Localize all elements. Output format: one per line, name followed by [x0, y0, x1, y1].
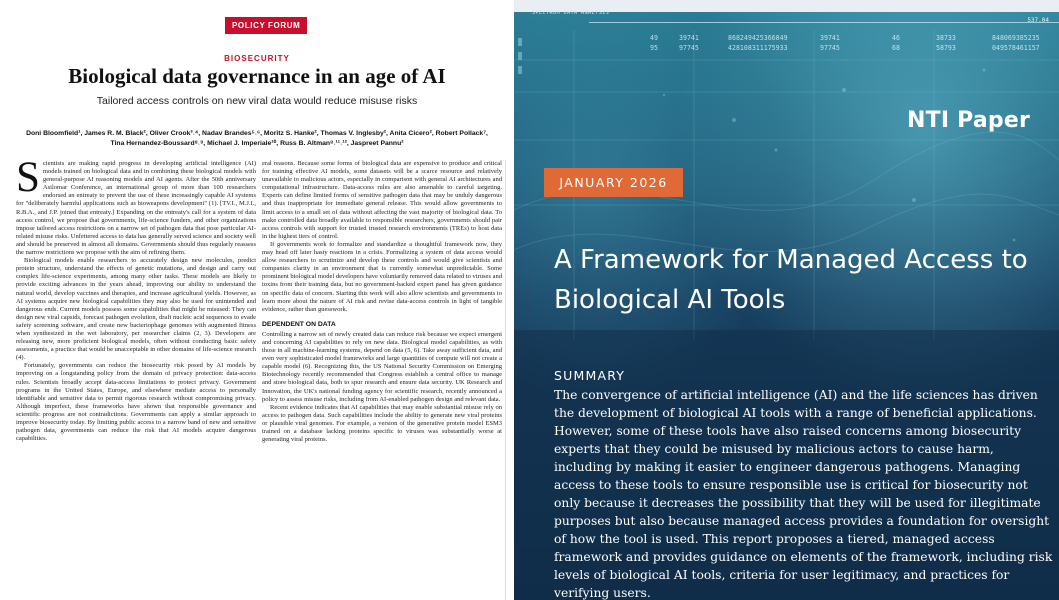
report-title: A Framework for Managed Access to Biological AI Tools	[554, 245, 1028, 315]
data-cell: 848069385235	[992, 34, 1040, 42]
readout-line	[589, 22, 1059, 23]
data-cell: 97745	[820, 44, 840, 52]
data-row	[650, 34, 1059, 44]
data-cell: 49	[650, 34, 658, 42]
section-heading: DEPENDENT ON DATA	[262, 320, 336, 328]
policy-forum-tag: POLICY FORUM	[225, 17, 307, 34]
body-paragraph: Fortunately, governments can reduce the biosecurity risk posed by AI models by improving on a longstanding policy from the domain of privacy protection: data-access rules. Scientists broadly accept data-access limitations to protect privacy. Government programs in the United States, Europe, and elsewhere mediate access to personally identifiable and sensitive data to permit rigorous research without compromising privacy. Although imperfect, these frameworks have shown that responsible governance and scientific progress are not contradictions. Governments can apply a similar approach to improve biosecurity today. By limiting public access to a narrow band of new and sensitive pathogen data, governments can reduce the risk that AI models acquire dangerous capabilities.	[16, 362, 256, 443]
data-cell: 39741	[820, 34, 840, 42]
article-page	[0, 0, 514, 600]
body-paragraph: If governments work to formalize and standardize a thoughtful framework now, they may head off later hasty reactions in a crisis. Formalizing a system of data access would allow researchers to scrutinize and develop these controls and would give scientists and companies clarity in an environment that is currently somewhat unpredictable. Some prominent biological model developers have voluntarily removed data related to viruses and toxins from their training data, but no government-backed expert panel has given guidance on specific data of concern. Starting this work will also allow scientists and governments to learn more about the nature of AI risk and revise data-access controls in light of tangible evidence, rather than guesswork.	[262, 240, 502, 313]
article-title: Biological data governance in an age of AI	[68, 64, 446, 88]
data-cell: 868249425366849	[728, 34, 788, 42]
spectrum-header-label: SPECTRUM DATA ANALYSIS	[532, 10, 610, 16]
author-line-2: Tina Hernandez-Boussard⁸˒⁹, Michael J. Imperiale¹⁰, Russ B. Altman⁸˒¹¹˒¹², Jaspreet Pannu²	[110, 140, 404, 147]
summary-text: The convergence of artificial intelligence (AI) and the life sciences has driven the development of biological AI tools with a range of beneficial applications. However, some of these tools have also raised concerns among biosecurity experts that they could be misused by malicious actors to cause harm, including by making it easier to engineer dangerous pathogens. Managing access to these tools to ensure responsible use is critical for biosecurity not only because it decreases the possibility that they will be used for illegitimate purposes but also because managed access provides a foundation for oversight of how the tool is used. This report proposes a tiered, managed access framework and provides guidance on elements of the framework, including risk levels of biological AI tools, criteria for user legitimacy, and practices for verifying users.	[554, 388, 1053, 600]
summary-heading: SUMMARY	[554, 368, 626, 383]
data-cell: 97745	[679, 44, 699, 52]
data-row	[650, 44, 1059, 54]
author-line-1: Doni Bloomfield¹, James R. M. Black², Oliver Crook³˒⁴, Nadav Brandes⁵˒⁶, Moritz S. Hanke², Thomas V. Inglesby², Anita Cicero², Robert Pollack⁷,	[26, 130, 488, 137]
page-edge-shadow	[505, 160, 506, 600]
body-paragraph: cientists are making rapid progress in developing artificial intelligence (AI) models trained on biological data and in combining these biological models with general-purpose AI reasoning models and AI agents. After the 50th anniversary Asilomar Conference, an international group of more than 100 researchers endorsed an entreaty to prevent the use of these increasingly capable AI systems for "deliberately harmful applications such as bioweapons development" (1). [TV.I., M.J.I., R.B.A., and J.P. joined that entreaty.] Expanding on the entreaty's call for a system of data access control, we propose that governments, life-science funders, and other organizations impose tailored access restrictions on a narrow set of pathogen data that pose particular AI-related misuse risks. Unfettered access to data has generally served science and society well and should be preserved in almost all domains. Governments should thus regularly reassess the narrow restrictions we propose with the aim of refining them.	[16, 160, 256, 257]
body-paragraph: eral reasons. Because some forms of biological data are expensive to produce and critical for training effective AI models, some datasets will be a scarce resource and relatively unavailable to malicious actors, especially in comparison with general AI architectures and computational infrastructure. Data-access rules are also amenable to careful targeting. Experts can define limited forms of sensitive pathogen data that may be unduly dangerous and thus inappropriate for immediate general release. This would allow governments to limit access to a small set of data without affecting the vast majority of biological data. To make controlled data broadly available to responsible researchers, governments should pair access controls with support for trusted trusted research environments (TREs) to host data in the highest tiers of control.	[262, 160, 502, 240]
author-list	[20, 129, 494, 149]
data-cell: 39741	[679, 34, 699, 42]
nti-paper-brand: NTI Paper	[907, 108, 1030, 133]
section-label: BIOSECURITY	[224, 54, 290, 63]
body-column-2	[262, 160, 502, 600]
spectrum-data-table	[650, 34, 1059, 54]
body-paragraph: Recent evidence indicates that AI capabilities that may enable substantial misuse rely on access to pathogen data. Such capabilities include the ability to generate new viral proteins or plausible viral genomes. For example, a version of the generative protein model ESM3 trained on a database lacking proteins specific to viruses was substantially worse at generating viral proteins.	[262, 403, 502, 444]
data-cell: 38733	[936, 34, 956, 42]
body-column-1	[16, 160, 256, 600]
data-cell: 428108311175933	[728, 44, 788, 52]
readout-value: 537.04	[1027, 17, 1049, 24]
date-badge: JANUARY 2026	[544, 168, 683, 197]
data-cell: 049578461157	[992, 44, 1040, 52]
data-cell: 95	[650, 44, 658, 52]
drop-cap: S	[16, 160, 40, 201]
body-paragraph: Controlling a narrow set of newly created data can reduce risk because we expect emergent and concerning AI capabilities to rely on new data. Biological model capabilities, as with those in all machine-learning systems, depend on data (5, 6). Take away sufficient data, and even very sophisticated model frameworks and large quantities of compute will not create a capable model (6). Recognizing this, the US National Security Commission on Emerging Biotechnology recently recommended that Congress establish a central office to manage and store biological data, both to spur research and ensure data security. UK Research and Innovation, the UK's national funding agency for scientific research, recently announced a policy to assess misuse risks, including from AI-enabled pathogen design and relevant data.	[262, 330, 502, 403]
article-subtitle: Tailored access controls on new viral data would reduce misuse risks	[96, 95, 418, 107]
data-cell: 46	[892, 34, 900, 42]
data-cell: 58793	[936, 44, 956, 52]
data-cell: 68	[892, 44, 900, 52]
body-paragraph: Biological models enable researchers to accurately design new molecules, predict protein structure, understand the effects of genetic mutations, and design and carry out complex life-science experiments, among many other tasks. These models are likely to provide exciting advances in the years ahead, improving our ability to understand the natural world, develop vaccines and therapies, and increase agricultural yields. However, as AI systems acquire new biological capabilities they may also be used for unintended and dangerous ends. Current models possess some capabilities that might be misused: They can design new viral capsids, forecast pathogen evolution, draft nucleic acid sequences to evade safety screening software, and create new bacteriophage genomes with augmented fitness when synthesized in the wet laboratory, per researcher claims (2, 3). Developers are releasing new, more proficient biological models, often without conducting basic safety assessments, a practice that would be unacceptable in other domains of life-science research (4).	[16, 257, 256, 362]
nti-cover	[514, 0, 1059, 600]
